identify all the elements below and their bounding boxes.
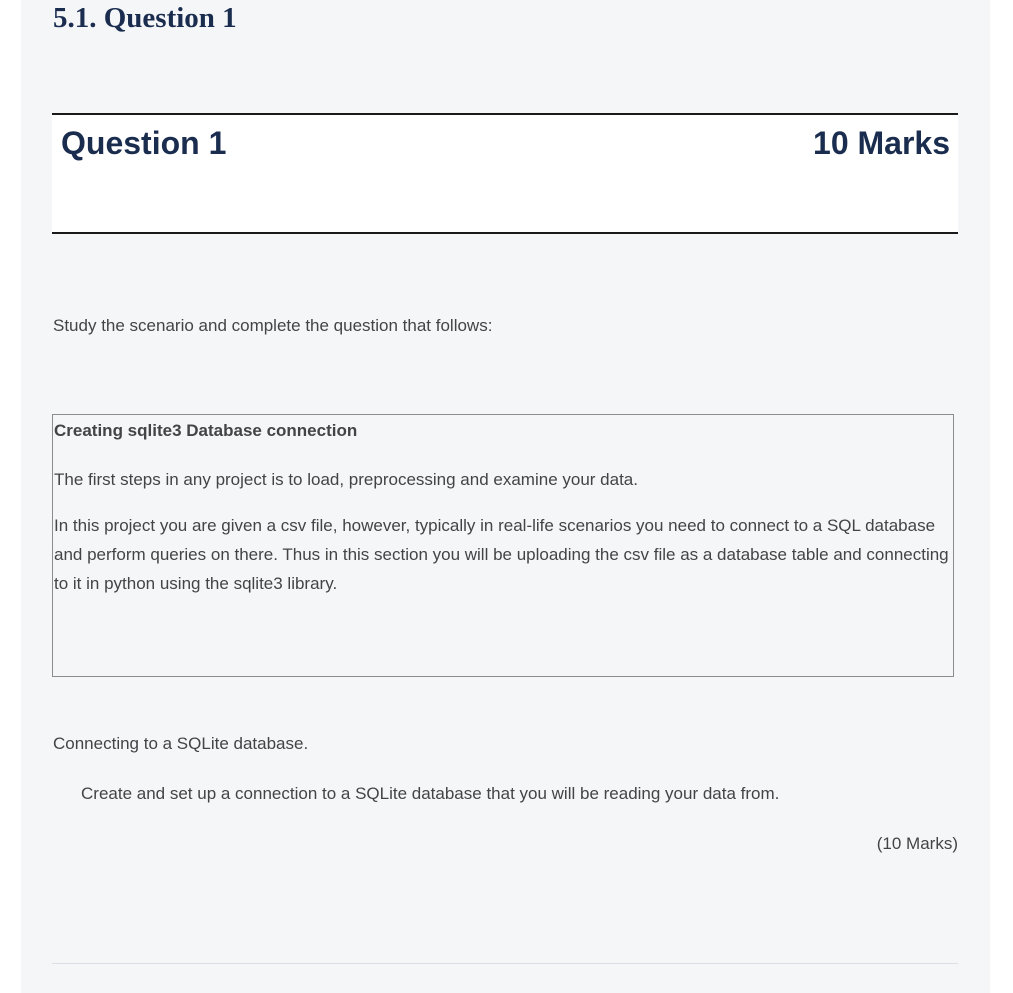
section-heading: 5.1. Question 1 [53,2,237,34]
marks-note: (10 Marks) [876,834,958,853]
task-text: Create and set up a connection to a SQLite database that you will be reading your data from. [81,784,780,803]
scenario-title: Creating sqlite3 Database connection [54,421,358,440]
content-panel [21,0,990,993]
task-subheading: Connecting to a SQLite database. [53,734,309,753]
scenario-paragraph-1: The first steps in any project is to load, preprocessing and examine your data. [54,470,638,489]
scenario-paragraph-2: In this project you are given a csv file, however, typically in real-life scenarios you need to connect to a SQL database and perform queries on there. Thus in this section you will be uploading the csv file as a database table and connecting to it in python using the sqlite3 library. [54,516,949,593]
divider [52,963,958,964]
question-title: Question 1 [61,125,227,161]
instruction-text: Study the scenario and complete the question that follows: [53,316,493,335]
question-marks: 10 Marks [813,125,950,161]
question-header-box [52,113,958,234]
scenario-box [52,414,954,677]
